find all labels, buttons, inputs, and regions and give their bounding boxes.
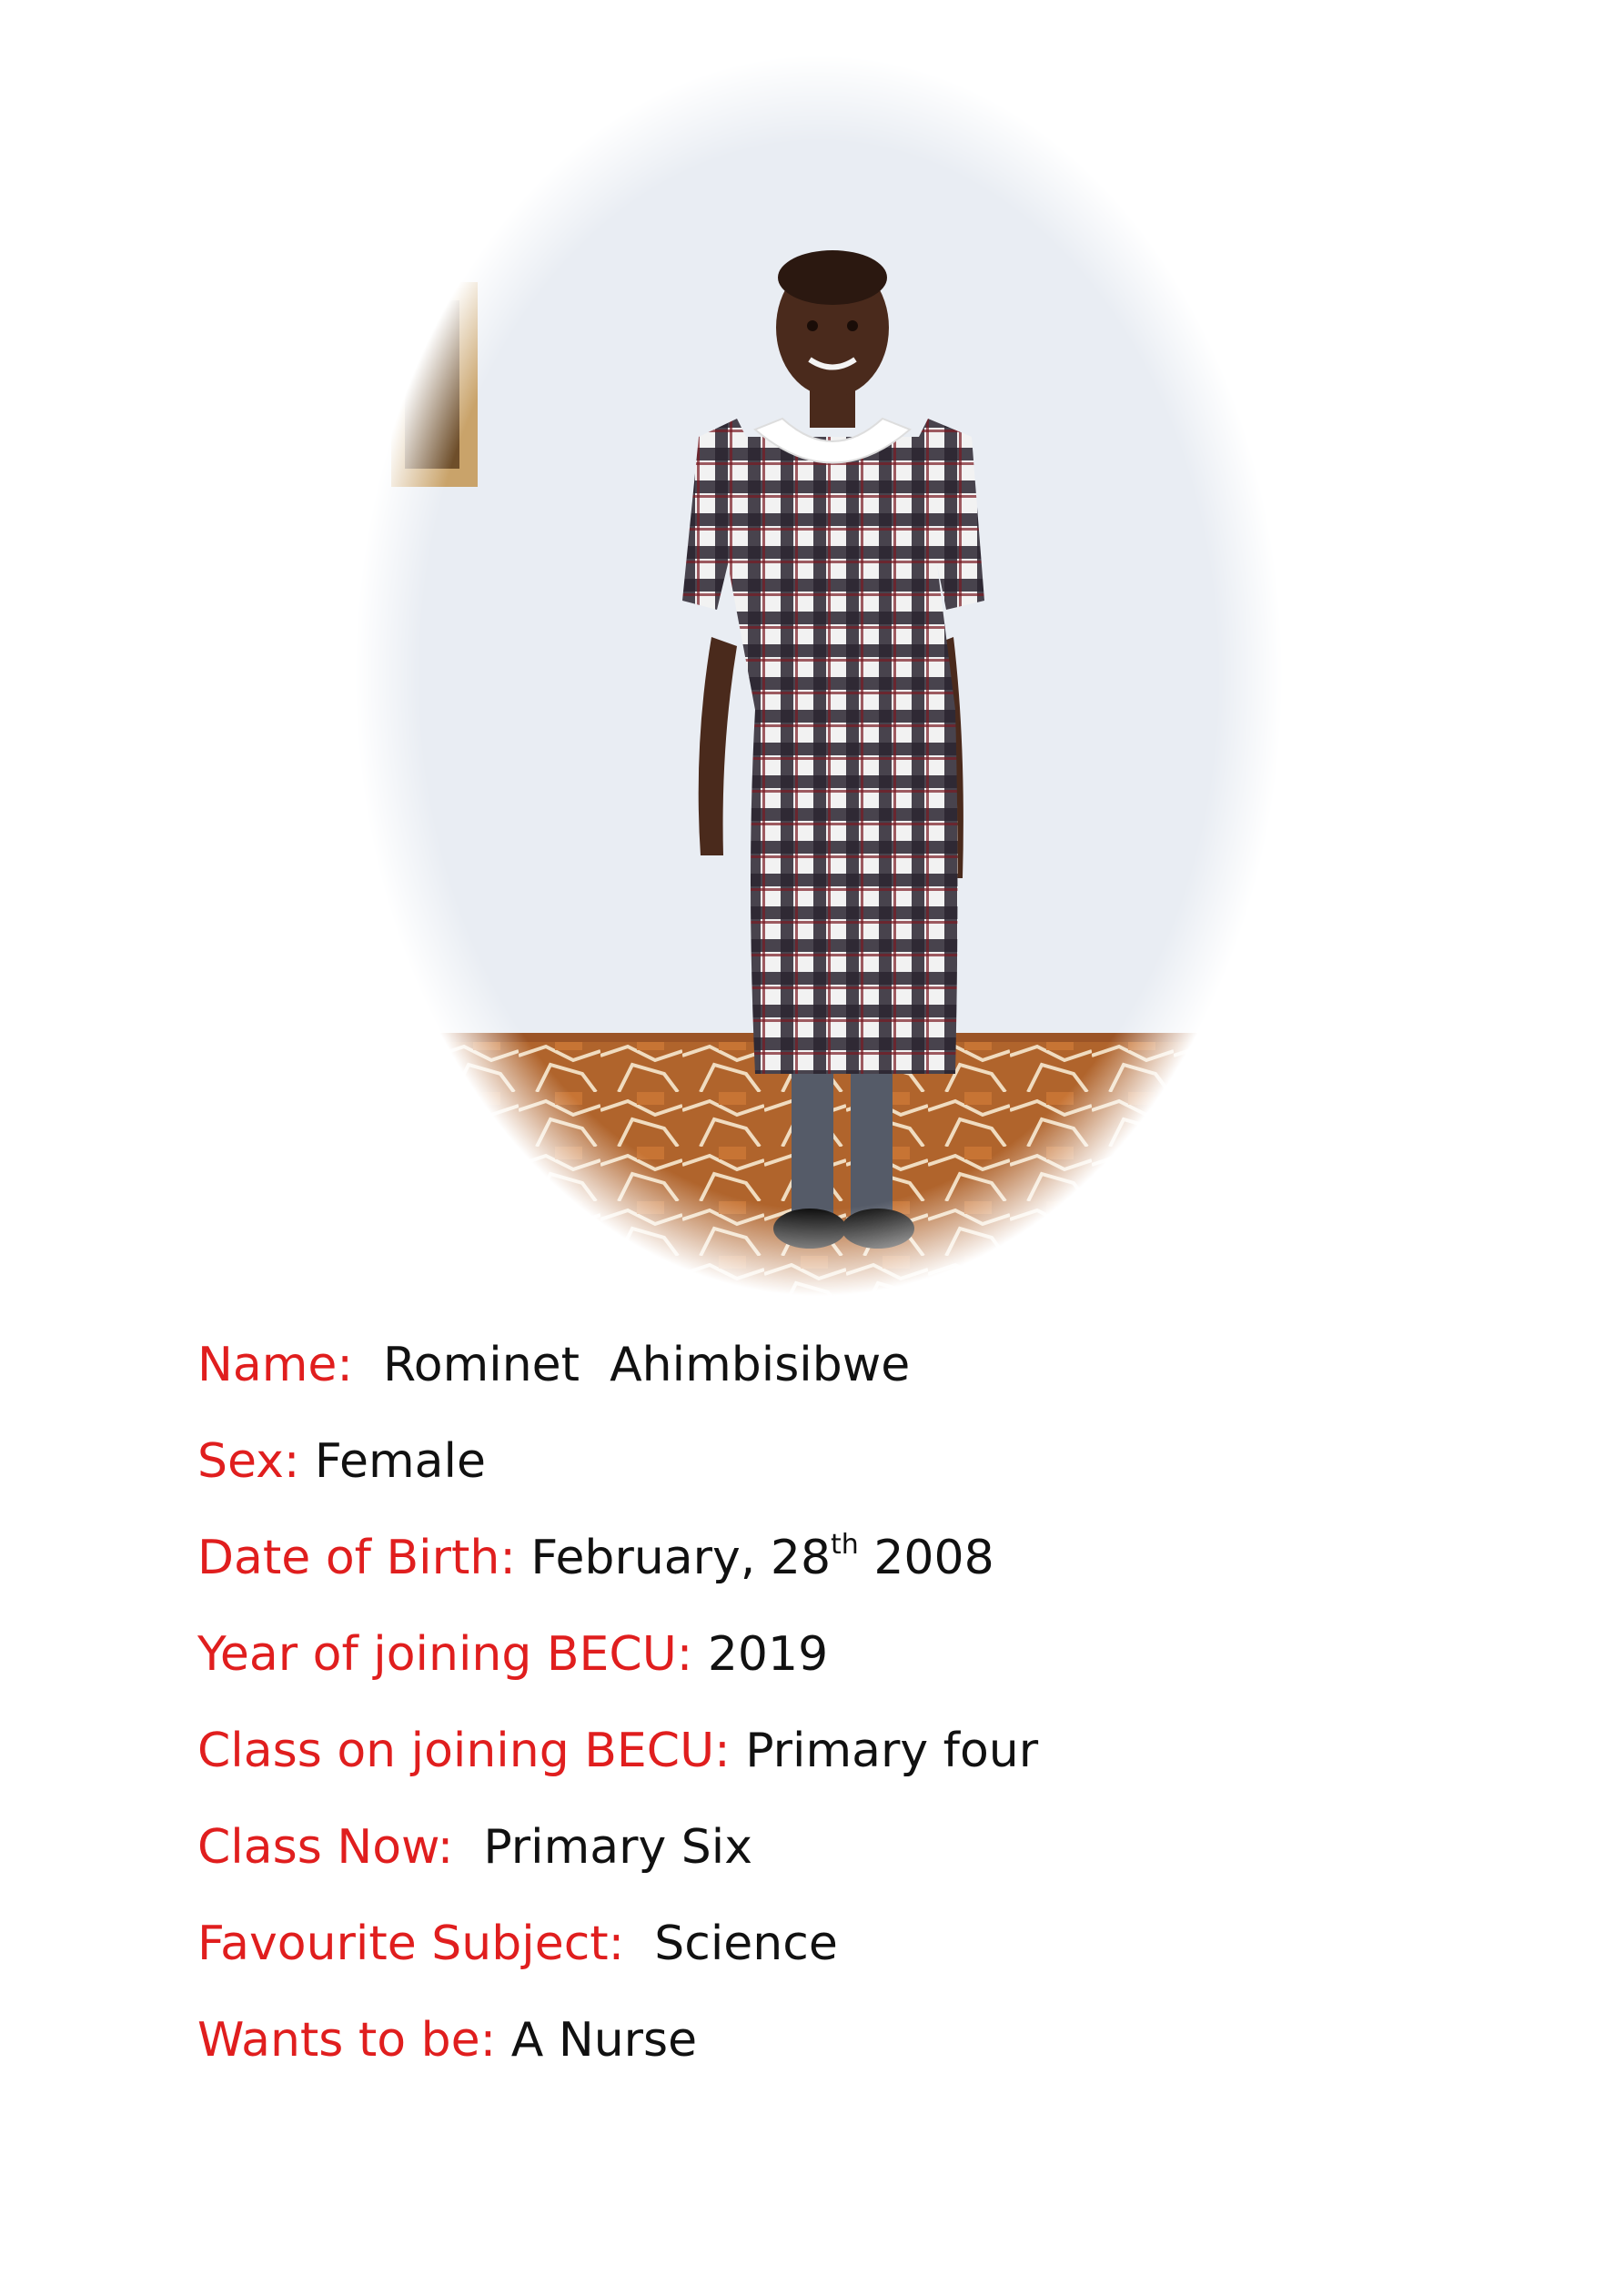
name-row — [197, 1327, 1471, 1423]
dob-label: Date of Birth: — [197, 1531, 516, 1585]
wants-to-be-value: A Nurse — [510, 2013, 698, 2068]
dob-value-ordinal: th — [831, 1529, 859, 1561]
sex-row — [197, 1423, 1471, 1520]
favourite-subject-row — [197, 1906, 1471, 2002]
name-value: Rominet Ahimbisibwe — [383, 1338, 911, 1392]
favourite-subject-label: Favourite Subject: — [197, 1917, 625, 1971]
name-label: Name: — [197, 1338, 353, 1392]
student-photo — [355, 55, 1283, 1297]
class-now-row — [197, 1809, 1471, 1906]
year-joining-value: 2019 — [707, 1627, 829, 1682]
sex-label: Sex: — [197, 1434, 300, 1489]
class-joining-row — [197, 1713, 1471, 1809]
dob-value-main: February, 28 — [530, 1531, 832, 1585]
favourite-subject-value: Science — [654, 1917, 838, 1971]
class-joining-label: Class on joining BECU: — [197, 1724, 731, 1778]
dob-value — [530, 1531, 994, 1585]
profile-details — [197, 1327, 1471, 2099]
year-joining-row — [197, 1616, 1471, 1713]
wants-to-be-row — [197, 2002, 1471, 2099]
class-joining-value: Primary four — [745, 1724, 1039, 1778]
dob-value-year: 2008 — [858, 1531, 994, 1585]
class-now-value: Primary Six — [483, 1820, 753, 1875]
sex-value: Female — [314, 1434, 486, 1489]
wants-to-be-label: Wants to be: — [197, 2013, 497, 2068]
year-joining-label: Year of joining BECU: — [197, 1627, 693, 1682]
class-now-label: Class Now: — [197, 1820, 454, 1875]
dob-row — [197, 1520, 1471, 1616]
